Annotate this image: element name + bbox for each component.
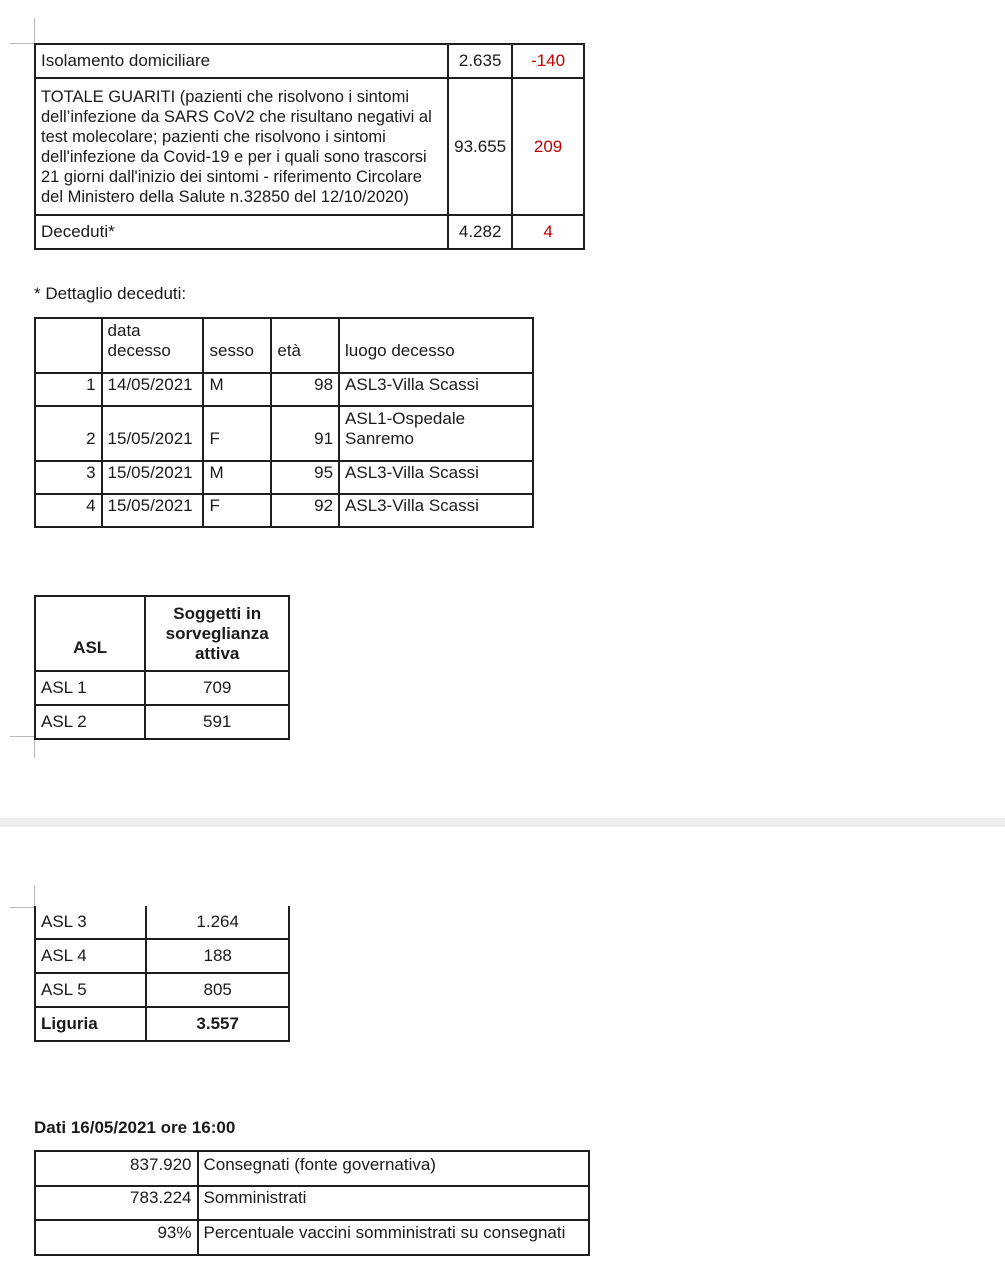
vaccine-value: 93% (35, 1220, 198, 1255)
death-place: ASL3-Villa Scassi (339, 461, 533, 494)
death-date: 15/05/2021 (102, 461, 204, 494)
header-date: data decesso (102, 318, 204, 373)
table-row (35, 973, 289, 1007)
vaccine-value: 837.920 (35, 1151, 198, 1186)
margin-mark (10, 43, 35, 44)
header-number (35, 318, 102, 373)
summary-label: Isolamento domiciliare (35, 44, 448, 78)
death-number: 2 (35, 406, 102, 461)
table-row (35, 1151, 589, 1186)
asl-count: 709 (145, 671, 289, 705)
death-age: 91 (271, 406, 339, 461)
deaths-table (34, 317, 534, 528)
death-date: 14/05/2021 (102, 373, 204, 406)
asl-name: ASL 1 (35, 671, 145, 705)
header-sex: sesso (203, 318, 271, 373)
page-separator (0, 818, 1005, 827)
asl-name: ASL 5 (35, 973, 146, 1007)
death-sex: F (203, 494, 271, 527)
table-header-row (35, 318, 533, 373)
margin-mark (34, 18, 35, 44)
death-number: 1 (35, 373, 102, 406)
table-row (35, 1220, 589, 1255)
table-row (35, 373, 533, 406)
summary-label: TOTALE GUARITI (pazienti che risolvono i sintomi dell’infezione da SARS CoV2 che risultano negativi al test molecolare; pazienti che risolvono i sintomi dell'infezione da Covid-19 e per i quali sono trascorsi 21 giorni dall'inizio dei sintomi - riferimento Circolare del Ministero della Salute n.32850 del 12/10/2020) (35, 78, 448, 215)
death-age: 95 (271, 461, 339, 494)
table-row (35, 939, 289, 973)
table-row (35, 494, 533, 527)
surveillance-table-continued (34, 906, 290, 1042)
deaths-title: * Dettaglio deceduti: (34, 284, 187, 303)
vaccine-label: Consegnati (fonte governativa) (198, 1151, 590, 1186)
summary-label: Deceduti* (35, 215, 448, 249)
death-place: ASL3-Villa Scassi (339, 373, 533, 406)
death-place: ASL3-Villa Scassi (339, 494, 533, 527)
header-surveillance-count: Soggetti in sorveglianza attiva (145, 596, 289, 671)
surveillance-table (34, 595, 290, 740)
table-row (35, 671, 289, 705)
vaccine-label: Somministrati (198, 1186, 590, 1220)
vaccine-value: 783.224 (35, 1186, 198, 1220)
asl-name: ASL 3 (35, 906, 146, 939)
summary-delta: -140 (512, 44, 584, 78)
header-place: luogo decesso (339, 318, 533, 373)
summary-delta: 4 (512, 215, 584, 249)
asl-count: 188 (146, 939, 289, 973)
table-row (35, 78, 584, 215)
death-date: 15/05/2021 (102, 494, 204, 527)
table-row (35, 406, 533, 461)
table-row (35, 1186, 589, 1220)
table-total-row (35, 1007, 289, 1041)
margin-mark (34, 885, 35, 908)
vaccines-table (34, 1150, 590, 1256)
asl-count: 591 (145, 705, 289, 739)
table-row (35, 461, 533, 494)
summary-delta: 209 (512, 78, 584, 215)
vaccines-title: Dati 16/05/2021 ore 16:00 (34, 1118, 236, 1137)
death-sex: F (203, 406, 271, 461)
asl-name: ASL 4 (35, 939, 146, 973)
table-row (35, 215, 584, 249)
table-row (35, 906, 289, 939)
total-count: 3.557 (146, 1007, 289, 1041)
death-date: 15/05/2021 (102, 406, 204, 461)
margin-mark (10, 736, 35, 737)
margin-mark (10, 907, 35, 908)
table-row (35, 44, 584, 78)
death-sex: M (203, 373, 271, 406)
death-age: 98 (271, 373, 339, 406)
total-label: Liguria (35, 1007, 146, 1041)
asl-name: ASL 2 (35, 705, 145, 739)
vaccine-label: Percentuale vaccini somministrati su consegnati (198, 1220, 590, 1255)
table-row (35, 705, 289, 739)
death-sex: M (203, 461, 271, 494)
death-place: ASL1-Ospedale Sanremo (339, 406, 533, 461)
death-number: 3 (35, 461, 102, 494)
summary-value: 2.635 (448, 44, 512, 78)
summary-table (34, 43, 585, 250)
table-header-row (35, 596, 289, 671)
asl-count: 805 (146, 973, 289, 1007)
death-age: 92 (271, 494, 339, 527)
summary-value: 4.282 (448, 215, 512, 249)
header-asl: ASL (35, 596, 145, 671)
asl-count: 1.264 (146, 906, 289, 939)
death-number: 4 (35, 494, 102, 527)
header-age: età (271, 318, 339, 373)
summary-value: 93.655 (448, 78, 512, 215)
